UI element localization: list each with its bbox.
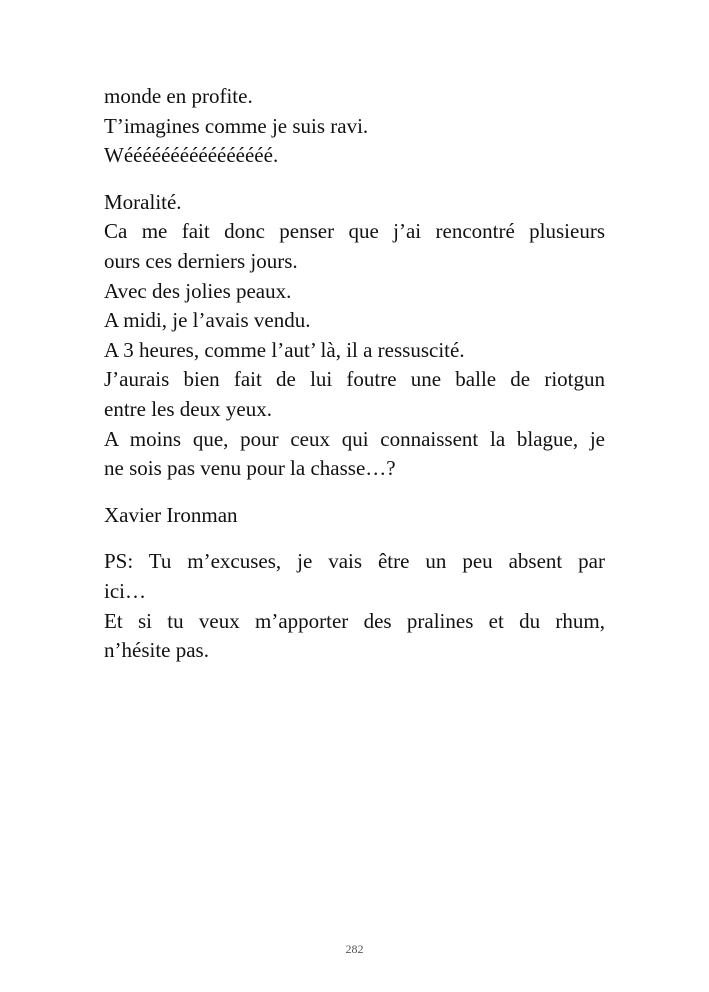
paragraph-2	[104, 188, 605, 484]
text-line: Wéééééééééééééééé.	[104, 143, 279, 168]
text-line: ours ces derniers jours.	[104, 248, 298, 273]
paragraph-1	[104, 82, 605, 171]
text-line: Moralité.	[104, 189, 182, 214]
text-line: A 3 heures, comme l’aut’ là, il a ressuscité.	[104, 337, 465, 362]
text-line: Ca me fait donc penser que j’ai rencontré plusieurs	[104, 219, 605, 244]
text-line: n’hésite pas.	[104, 638, 209, 663]
text-line: ne sois pas venu pour la chasse…?	[104, 456, 396, 481]
signature-paragraph	[104, 501, 605, 531]
text-line: A moins que, pour ceux qui connaissent la blague, je	[104, 426, 605, 451]
signature-text: Xavier Ironman	[104, 502, 238, 527]
text-line: T’imagines comme je suis ravi.	[104, 113, 369, 138]
page-body	[104, 82, 605, 683]
text-line: A midi, je l’avais vendu.	[104, 308, 311, 333]
text-line: monde en profite.	[104, 84, 253, 108]
page-number: 282	[345, 942, 364, 956]
text-line: Et si tu veux m’apporter des pralines et du rhum,	[104, 608, 605, 633]
text-line: ici…	[104, 578, 146, 603]
text-line: Avec des jolies peaux.	[104, 278, 292, 303]
text-line: PS: Tu m’excuses, je vais être un peu absent par	[104, 549, 605, 574]
text-line: entre les deux yeux.	[104, 396, 272, 421]
text-line: J’aurais bien fait de lui foutre une balle de riotgun	[104, 367, 605, 392]
postscript-paragraph	[104, 547, 605, 665]
